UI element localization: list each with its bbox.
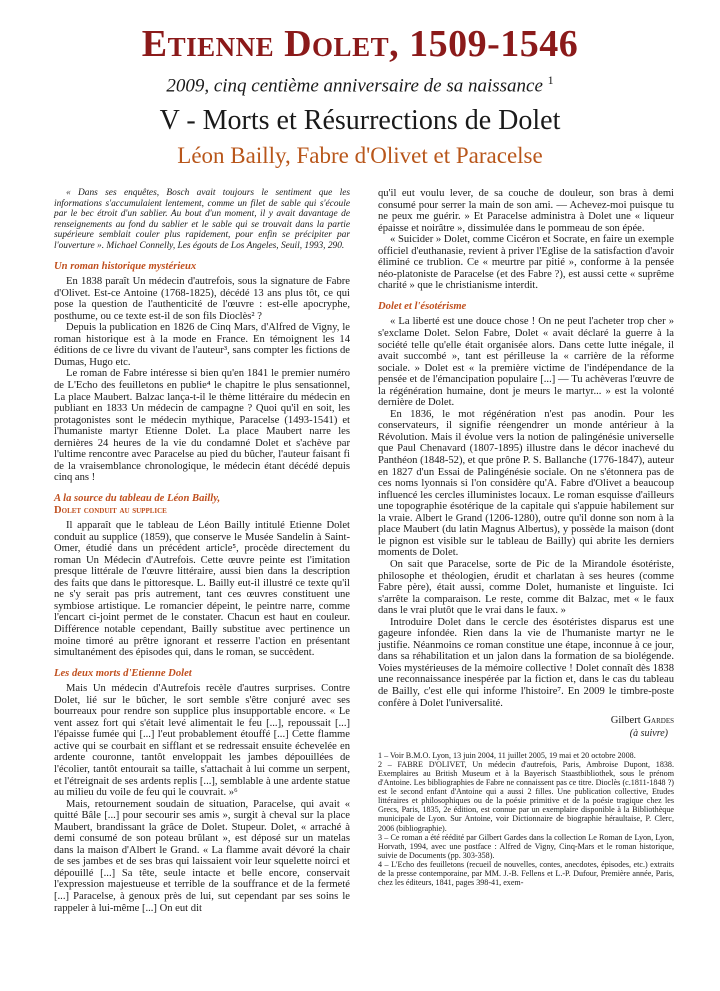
footnote: 2 – FABRE D'OLIVET, Un médecin d'autrefois, Paris, Ambroise Dupont, 1838. Exemplaires au British Museum et à la Bayerisch Staastbibliothek, sous le prénom d'Antoine. Les bibliographies de Fabre ne connaissent pas ce titre. Dioclès (c.1811-1848 ?) est le second enfant d'Antoine qui a aussi 2 filles. Une publication collective, Etudes littéraires et philosophiques ou de la poésie primitive et de la poésie tragique chez les Grecs, Paris, 1835, 2e édition, est connue par un exemplaire disponible à la Bibliothèque municipale de Lyon. Sur Antoine, voir Dictionnaire de biographie héraultaise, P. Clerc, 2006 (bibliographie). — [378, 760, 674, 833]
paragraph: On sait que Paracelse, sorte de Pic de la Mirandole ésotériste, philosophe et théologien, érudit et charlatan à ses heures (comme Fabre père), était aussi, comme Dolet, humaniste et linguiste. Ici s'arrête la comparaison. Le reste, comme dit Balzac, met « le faux dans le vrai plutôt que le vrai dans le faux. » — [378, 558, 674, 617]
subtitle-note-ref: 1 — [547, 73, 554, 87]
heading-esoterisme: Dolet et l'ésotérisme — [378, 300, 467, 312]
heading-source-tableau — [54, 493, 350, 516]
heading-source-line1: A la source du tableau de Léon Bailly, — [54, 492, 221, 504]
footnote: 3 – Ce roman a été réédité par Gilbert Gardes dans la collection Le Roman de Lyon, Lyon, Horvath, 1994, avec une postface : Alfred de Vigny, Cinq-Mars et le roman historique, suivie de Documents (pp. 303-358). — [378, 832, 674, 860]
footnote: 1 – Voir B.M.O. Lyon, 13 juin 2004, 11 juillet 2005, 19 mai et 20 octobre 2008. — [378, 751, 636, 761]
subtitle-text: 2009, cinq centième anniversaire de sa naissance — [166, 75, 543, 97]
paragraph: Introduire Dolet dans le cercle des ésotéristes disparus est une gageure infondée. Rien dans la vie de l'humaniste martyr ne le justifie. Néanmoins ce roman constitue une étape, inconnue à ce jour, dans sa réhabilitation et un jalon dans la formation de sa biolégende. Voies mystérieuses de la mémoire collective ! Dolet connaît dès 1838 une reconnaissance inespérée par la fiction et, dans le cas du tableau de Bailly, c'est elle qui informe l'histoire⁷. En 2009 le timbre-poste confère à Dolet l'universalité. — [378, 616, 674, 709]
author-last-name: Gardes — [643, 715, 674, 727]
title-dates: , 1509-1546 — [389, 23, 579, 65]
paragraph: Depuis la publication en 1826 de Cinq Mars, d'Alfred de Vigny, le roman historique est à la mode en France. En témoignent les 14 éditions de ce livre du vivant de l'auteur³, sans compter les fictions de Dumas, Hugo etc. — [54, 322, 350, 368]
author-first-name: Gilbert — [610, 715, 641, 727]
heading-source-line2: Dolet conduit au supplice — [54, 504, 167, 516]
to-be-continued: (à suivre) — [629, 727, 668, 739]
paragraph: « La liberté est une douce chose ! On ne peut l'acheter trop cher » s'exclame Dolet. Selon Fabre, Dolet « avait déclaré la guerre à la société telle qu'elle était organisée alors. Dans cette lutte inégale, il avait succombé », tant est périlleuse la « carrière de la réforme sociale. » Dolet est « la première victime de l'indépendance de la pensée et de l'émancipation populaire [...] — Tu achèveras l'œuvre de la régénération humaine, dont je meurs le martyr... » est la volonté dernière de Dolet. — [378, 316, 674, 409]
header — [0, 22, 720, 170]
paragraph: Mais, retournement soudain de situation, Paracelse, qui avait « quitté Bâle [...] pour secourir ses amis », surgit à cheval sur la place Maubert, brandissant la grâce de Dolet. Stupeur. Dolet, « arraché à demi consumé de son poteau brûlant », est déposé sur un matelas dans la maison d'Albert le Grand. « La flamme avait dévoré la chair de ses jambes et de ses bras qui laissaient voir leur squelette noirci et dépouillé [...] Sa tête, seule intacte et belle encore, conservait l'expression majestueuse et terrible de la souffrance et de la fermeté [...] Paracelse, à genoux près de lui, sut cependant par ses soins le rappeler à lui-même [...] On eut dit — [54, 798, 350, 914]
heading-deux-morts: Les deux morts d'Etienne Dolet — [54, 667, 192, 679]
paragraph: Le roman de Fabre intéresse si bien qu'en 1841 le premier numéro de L'Echo des feuilletons en publie⁴ le chapitre le plus sensationnel, La place Maubert. Balzac lança-t-il le thème littéraire du médecin en publiant en 1833 Un médecin de campagne ? Quoi qu'il en soit, les protagonistes sont le médecin mythique, Paracelse (1493-1541) et l'humaniste martyr Etienne Dolet. La place Maubert narre les dernières 24 heures de la vie du condamné Dolet et s'achève par l'ultime rencontre avec Paracelse au pied du bûcher, l'auteur faisant fi de la vraisemblance chronologique, le médecin étant décédé depuis cinq ans ! — [54, 368, 350, 484]
paragraph: En 1836, le mot régénération n'est pas anodin. Pour les conservateurs, il signifie réengendrer un monde antérieur à la Révolution. Mais il évolue vers la notion de palingénésie universelle que Paul Chenavard (1807-1895) illustre dans le décor inachevé du Panthéon (1848-52), et que prône P. S. Ballanche (1776-1847), auteur en 1827 d'un Essai de Palingénésie sociale. On ne s'étonnera pas de ces noms lyonnais si l'on considère qu'A. Fabre d'Olivet a beaucoup influencé les cercles illuministes locaux. Le roman esquisse d'ailleurs une topographie ésotérique de la capitale qui s'appuie habilement sur la vraie. Albert le Grand (1206-1280), outre qu'il donne son nom à la place Maubert (du latin Magnus Albertus), y possède la maison (dont le pignon est visible sur le tableau de Bailly) qui abrite les derniers moments de Dolet. — [378, 408, 674, 559]
article-body — [54, 188, 674, 914]
paragraph: Il apparaît que le tableau de Léon Bailly intitulé Etienne Dolet conduit au supplice (1859), que conserve le Musée Sandelin à Saint-Omer, étudié dans un précédent article⁵, procède directement du roman Un Médecin d'Autrefois. Cette œuvre peinte est l'imitation presque littérale de l'œuvre littéraire, aussi bien dans la description des faits que dans le pittoresque. L. Bailly eut-il illustré ce texte qu'il ne s'y serait pas pris autrement, tant ces œuvres constituent une symbiose artistique. Le romancier dépeint, le peintre narre, comme l'encart ci-joint permet de le constater. Chacun est haut en couleur. Différence notable cependant, Bailly substitue avec pertinence un moine timoré au prêtre ignorant et resserre l'action en présentant simultanément des épisodes qui, dans le roman, se succèdent. — [54, 520, 350, 659]
author-signature — [378, 715, 674, 739]
page-title — [0, 22, 720, 66]
section-title: V - Morts et Résurrections de Dolet — [159, 105, 561, 137]
paragraph: « Suicider » Dolet, comme Cicéron et Socrate, en faire un exemple officiel d'euthanasie, revient à priver l'Eglise de la satisfaction d'avoir éliminé ce trublion. Ce « meurtre par pitié », conforme à la pensée néo-platoniste de Paracelse (et des Fabre ?), est aussi cette « suprême charité » que le christianisme interdit. — [378, 234, 674, 292]
paragraph: qu'il eut voulu lever, de sa couche de douleur, son bras à demi consumé pour serrer la main de son ami. — Achevez-moi puisque tu ne peux me guérir. » Et Paracelse administra à Dolet une « liqueur épaisse et noirâtre », dissimulée dans le pommeau de son épée. — [378, 188, 674, 234]
footnotes — [378, 751, 674, 887]
heading-roman-historique: Un roman historique mystérieux — [54, 260, 197, 272]
left-column — [54, 188, 350, 914]
right-column — [378, 188, 674, 914]
paragraph: Mais Un médecin d'Autrefois recèle d'autres surprises. Contre Dolet, lié sur le bûcher, le sort semble s'être conjuré avec ses bourreaux pour rendre son supplice plus insupportable encore. « Le vent assez fort qui s'était levé alimentait le feu [...], repoussait [...] l'épaisse fumée qui [...] l'eut probablement étouffé [...] Cette flamme active qui se courbait en sifflant et se redressait ensuite échevelée en ardente couronne, tantôt enveloppait les jambes dépouillées de l'écolier, tantôt entourait sa taille, s'attachait à lui comme un serpent, et l'étreignait de ses ardents replis [...], semblable à une ardente statue au milieu du voile de feu qui le couvrait. »⁶ — [54, 683, 350, 799]
footnote: 4 – L'Echo des feuilletons (recueil de nouvelles, contes, anecdotes, épisodes, etc.) extraits de la presse contemporaine, par MM. J.-B. Fellens et L.-P. Dufour, Première année, Paris, chez les éditeurs, 1841, pages 398-41, exem- — [378, 859, 674, 887]
title-name: Etienne Dolet — [141, 23, 390, 65]
epigraph: « Dans ses enquêtes, Bosch avait toujours le sentiment que les informations s'accumulaient lentement, comme un filet de sable qui s'écoule par le bec étroit d'un sablier. Au bout d'un moment, il y avait davantage de renseignements au fond du sablier et le sable qui se trouvait dans la partie supérieure semblait couler plus rapidement, pour enfin se précipiter par l'ouverture ». Michael Connelly, Les égouts de Los Angeles, Seuil, 1993, 290. — [54, 188, 350, 251]
paragraph: En 1838 paraît Un médecin d'autrefois, sous la signature de Fabre d'Olivet. Est-ce Antoine (1768-1825), décédé 13 ans plus tôt, ce qui pose la question de l'authenticité de l'œuvre : est-elle apocryphe, posthume, ou ce texte est-il de son fils Dioclès² ? — [54, 276, 350, 322]
section-subtitle: Léon Bailly, Fabre d'Olivet et Paracelse — [177, 143, 543, 169]
page-subtitle — [0, 68, 720, 98]
